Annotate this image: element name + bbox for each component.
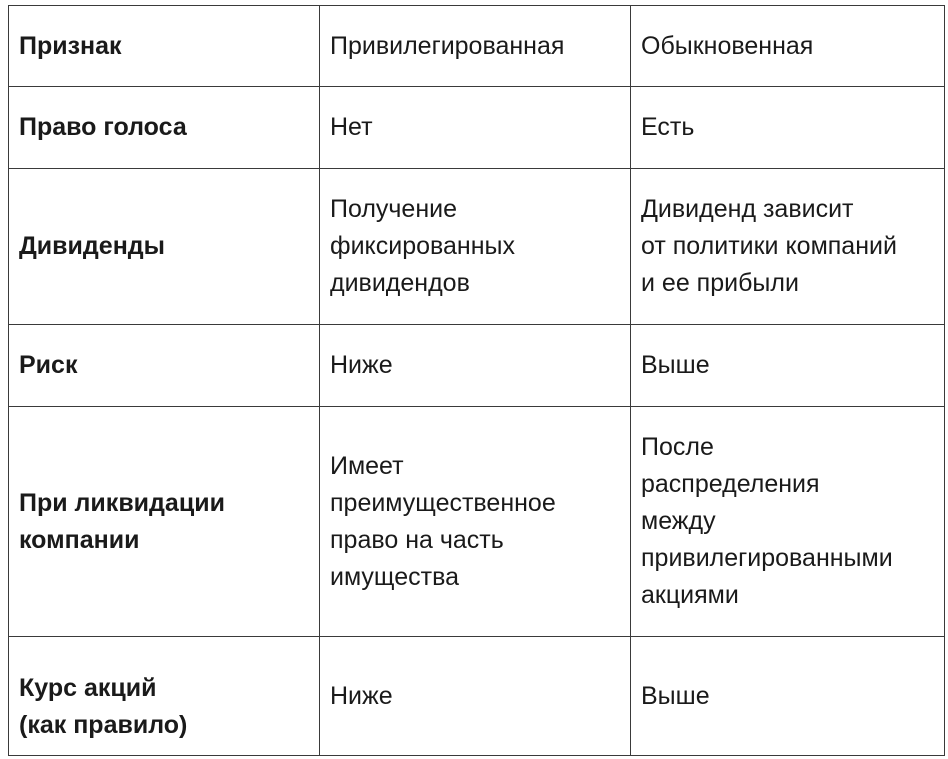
common-value: Выше [641, 681, 710, 710]
feature-label: Право голоса [19, 113, 187, 141]
table-row-share-price [9, 637, 945, 756]
header-preferred-cell [320, 6, 631, 87]
table-row-liquidation [9, 407, 945, 637]
comparison-table [8, 5, 945, 756]
table-row-dividends [9, 169, 945, 325]
preferred-value: Нет [330, 113, 373, 141]
feature-cell [9, 325, 320, 407]
preferred-value: Получение фиксированных дивидендов [330, 195, 516, 297]
table-row-voting-rights [9, 87, 945, 169]
table-header-row [9, 6, 945, 87]
table-row-risk [9, 325, 945, 407]
common-cell [631, 169, 945, 325]
feature-label: Курс акций (как правило) [19, 674, 188, 739]
common-cell [631, 87, 945, 169]
common-value: После распределения между привилегированными акциями [641, 433, 893, 609]
preferred-value: Имеет преимущественное право на часть имущества [330, 451, 556, 591]
common-value: Выше [641, 351, 710, 379]
header-preferred-label: Привилегированная [330, 31, 565, 60]
common-cell [631, 325, 945, 407]
common-cell [631, 407, 945, 637]
feature-cell [9, 87, 320, 169]
preferred-cell [320, 407, 631, 637]
common-value: Есть [641, 113, 695, 141]
header-common-label: Обыкновенная [641, 31, 814, 60]
feature-cell [9, 169, 320, 325]
feature-cell [9, 637, 320, 756]
header-feature-label: Признак [19, 31, 122, 60]
preferred-cell [320, 87, 631, 169]
common-cell [631, 637, 945, 756]
feature-label: Риск [19, 351, 78, 379]
header-common-cell [631, 6, 945, 87]
feature-label: При ликвидации компании [19, 488, 225, 554]
feature-label: Дивиденды [19, 232, 166, 260]
feature-cell [9, 407, 320, 637]
preferred-cell [320, 325, 631, 407]
preferred-value: Ниже [330, 351, 393, 379]
preferred-cell [320, 169, 631, 325]
preferred-cell [320, 637, 631, 756]
preferred-value: Ниже [330, 681, 393, 710]
header-feature-cell [9, 6, 320, 87]
common-value: Дивиденд зависит от политики компаний и ее прибыли [641, 195, 897, 297]
